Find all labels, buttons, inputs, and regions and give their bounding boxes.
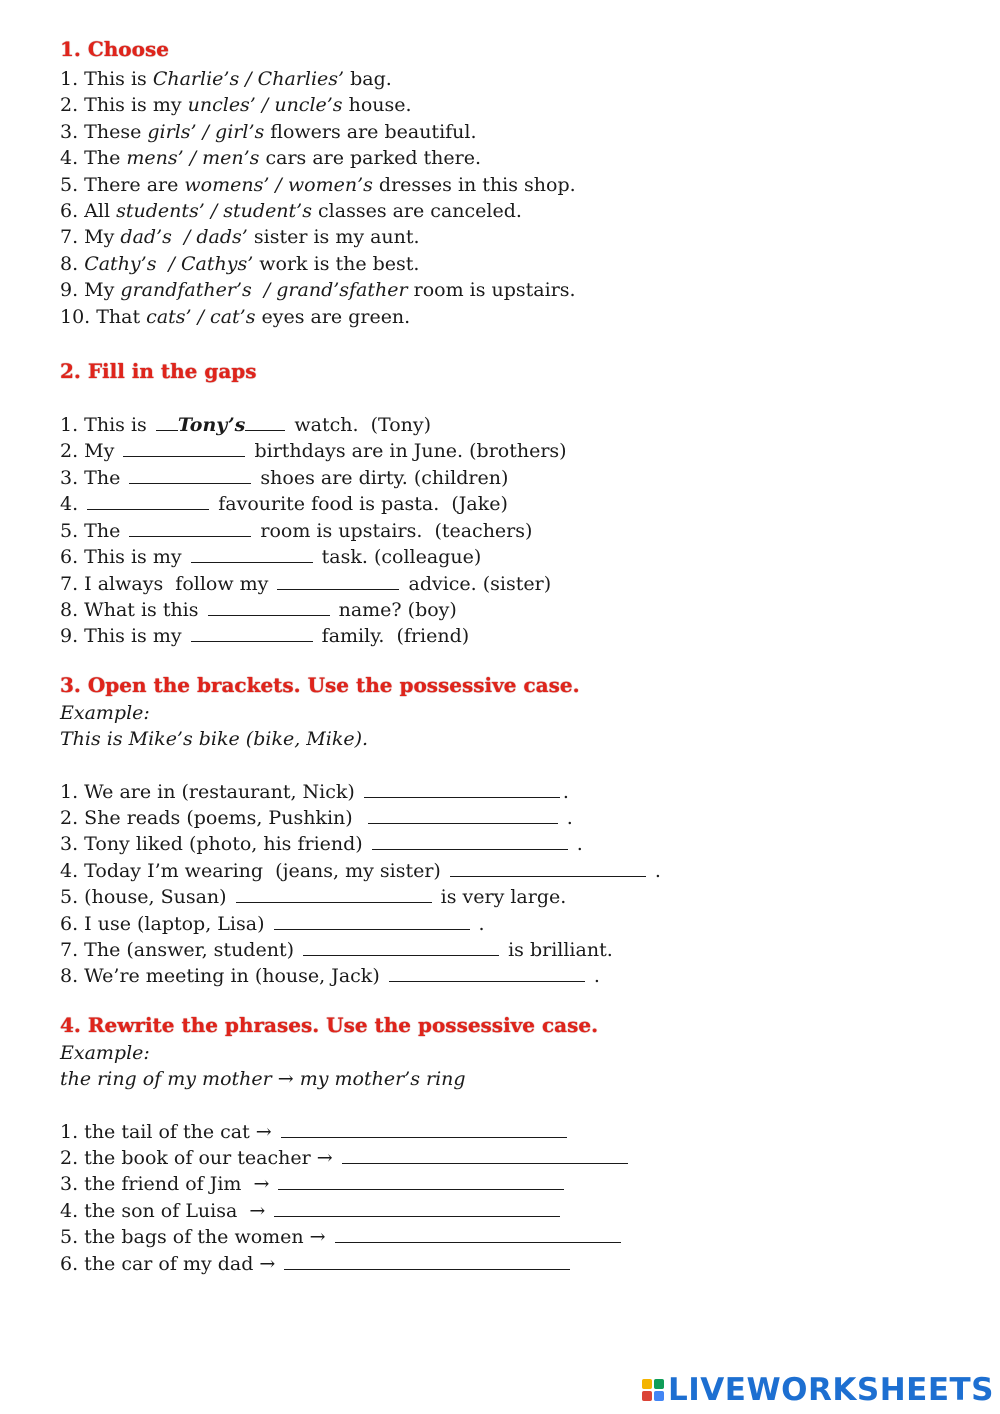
list-item: 8. Cathy’s / Cathys’ work is the best. [60,252,420,275]
example-answer: Tony’s [177,414,246,437]
answer-blank[interactable] [389,965,585,982]
section2-heading: 2. Fill in the gaps [60,359,257,384]
section4-heading: 4. Rewrite the phrases. Use the possessive case. [60,1012,599,1037]
example-label: Example: [60,701,150,724]
list-item: 4. favourite food is pasta. (Jake) [60,493,508,516]
choice-option[interactable]: Charlie’s / Charlies’ [152,68,345,90]
list-item: 7. The (answer, student) is brilliant. [60,938,613,961]
choice-option[interactable]: uncles’ / uncle’s [187,94,343,117]
list-item: 3. Tony liked (photo, his friend) . [60,833,583,856]
list-item: 5. the bags of the women → [60,1224,960,1250]
answer-blank[interactable] [277,573,399,590]
list-item: 9. My grandfather’s / grand’sfather room is upstairs. [60,279,576,302]
section2-list [60,412,960,650]
list-item: 3. the friend of Jim → [60,1171,960,1197]
list-item: 6. All students’ / student’s classes are canceled. [60,200,522,223]
list-item: 3. These girls’ / girl’s flowers are beautiful. [60,120,477,143]
choice-option[interactable]: grandfather’s / grand’sfather [120,279,408,302]
answer-blank[interactable] [284,1253,570,1270]
answer-blank[interactable] [372,833,568,850]
answer-blank[interactable] [245,414,285,431]
list-item: 5. The room is upstairs. (teachers) [60,519,533,542]
section1-heading: 1. Choose [60,37,169,61]
answer-blank[interactable] [129,467,251,484]
list-item: 10. That cats’ / cat’s eyes are green. [60,305,411,328]
answer-blank[interactable] [342,1147,628,1164]
example-label: Example: [60,1041,150,1064]
list-item: 2. She reads (poems, Pushkin) . [60,806,573,829]
section3-list [60,779,960,990]
list-item: 9. This is my family. (friend) [60,625,470,648]
list-item: 4. Today I’m wearing (jeans, my sister) . [60,859,661,882]
answer-blank[interactable] [191,546,313,563]
list-item: 6. the car of my dad → [60,1251,960,1277]
answer-blank[interactable] [364,781,560,798]
answer-blank[interactable] [335,1226,621,1243]
answer-blank[interactable] [156,414,178,431]
choice-option[interactable]: mens’ / men’s [126,147,260,170]
choice-option[interactable]: Cathy’s / Cathys’ [84,252,254,275]
list-item: 8. We’re meeting in (house, Jack) . [60,965,600,988]
answer-blank[interactable] [129,520,251,537]
choice-option[interactable]: students’ / student’s [116,200,312,223]
answer-blank[interactable] [208,599,330,616]
answer-blank[interactable] [303,939,499,956]
section1-list [60,66,960,330]
list-item: 6. I use (laptop, Lisa) . [60,912,485,935]
list-item: 5. (house, Susan) is very large. [60,886,567,909]
list-item: 4. the son of Luisa → [60,1198,960,1224]
answer-blank[interactable] [123,440,245,457]
choice-option[interactable]: womens’ / women’s [184,173,373,196]
answer-blank[interactable] [87,493,209,510]
list-item: 7. I always follow my advice. (sister) [60,572,552,595]
answer-blank[interactable] [236,886,432,903]
liveworksheets-logo-icon [642,1379,664,1401]
list-item: 7. My dad’s / dads’ sister is my aunt. [60,226,420,249]
list-item: 1. This is Charlie’s / Charlies’ bag. [60,68,392,90]
example-text: the ring of my mother → my mother’s ring [60,1068,466,1091]
brand-footer [642,1372,994,1408]
list-item: 6. This is my task. (colleague) [60,546,482,569]
answer-blank[interactable] [274,1200,560,1217]
list-item: 5. There are womens’ / women’s dresses in this shop. [60,173,576,196]
list-item: 2. This is my uncles’ / uncle’s house. [60,94,412,117]
brand-name: LIVEWORKSHEETS [668,1372,994,1408]
list-item: 2. the book of our teacher → [60,1145,960,1171]
answer-blank[interactable] [450,860,646,877]
list-item: 1. This is Tony’s watch. (Tony) [60,414,432,437]
choice-option[interactable]: cats’ / cat’s [146,305,256,328]
section4-list [60,1119,960,1277]
answer-blank[interactable] [281,1121,567,1138]
answer-blank[interactable] [368,807,558,824]
answer-blank[interactable] [278,1173,564,1190]
answer-blank[interactable] [191,625,313,642]
list-item: 1. the tail of the cat → [60,1119,960,1145]
choice-option[interactable]: dad’s / dads’ [120,226,248,249]
example-text: This is Mike’s bike (bike, Mike). [60,728,369,751]
list-item: 8. What is this name? (boy) [60,598,457,621]
worksheet [60,34,960,1277]
list-item: 2. My birthdays are in June. (brothers) [60,440,567,463]
section3-heading: 3. Open the brackets. Use the possessive case. [60,672,580,697]
list-item: 1. We are in (restaurant, Nick) . [60,780,569,803]
list-item: 3. The shoes are dirty. (children) [60,466,509,489]
answer-blank[interactable] [274,913,470,930]
choice-option[interactable]: girls’ / girl’s [147,120,265,143]
list-item: 4. The mens’ / men’s cars are parked there. [60,147,482,170]
